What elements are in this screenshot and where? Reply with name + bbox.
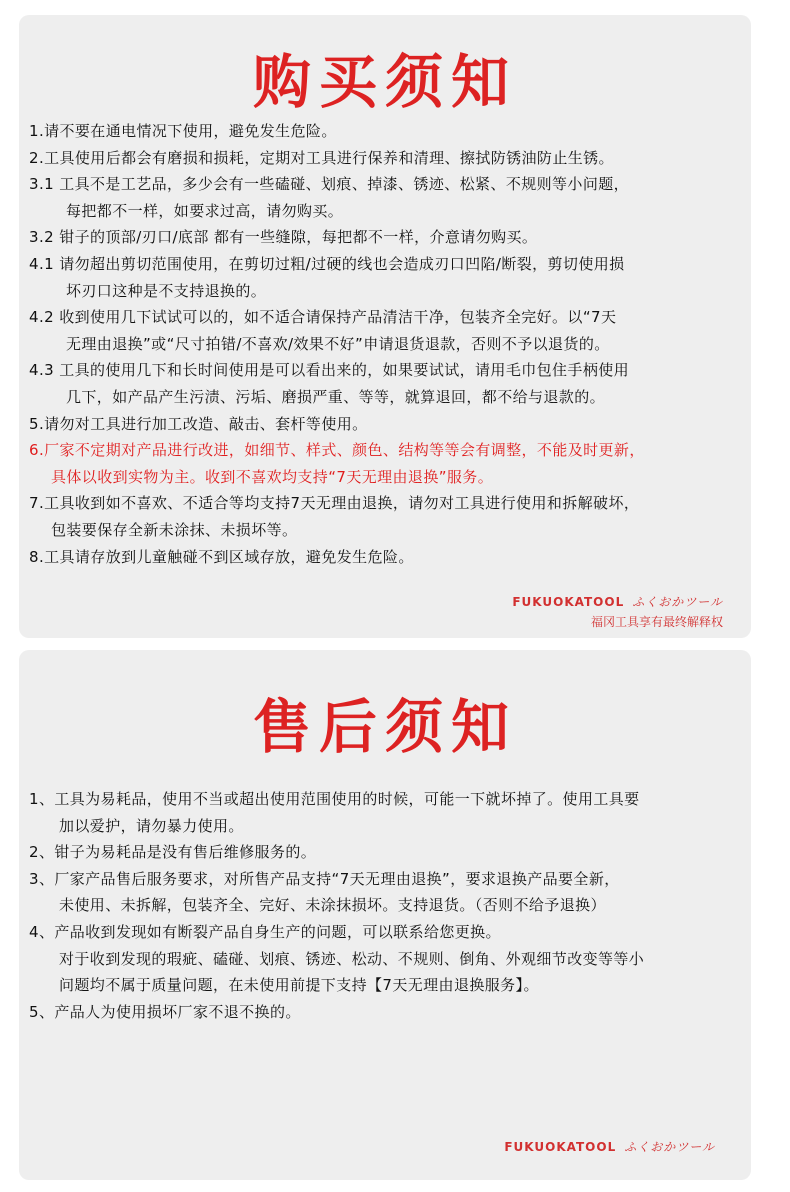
purchase-brand-signature bbox=[512, 593, 723, 610]
aftersale-line-4-cont-1: 对于收到发现的瑕疵、磕碰、划痕、锈迹、松动、不规则、倒角、外观细节改变等等小 bbox=[59, 949, 645, 968]
notice-line-4-2-cont: 无理由退换”或“尺寸拍错/不喜欢/效果不好”申请退货退款，否则不予以退货的。 bbox=[66, 334, 610, 353]
notice-line-3-2: 3.2 钳子的顶部/刃口/底部 都有一些缝隙，每把都不一样，介意请勿购买。 bbox=[29, 228, 538, 247]
notice-line-6: 6.厂家不定期对产品进行改进，如细节、样式、颜色、结构等等会有调整，不能及时更新， bbox=[29, 441, 645, 460]
notice-line-5: 5.请勿对工具进行加工改造、敲击、套杆等使用。 bbox=[29, 414, 368, 433]
notice-line-4-1: 4.1 请勿超出剪切范围使用，在剪切过粗/过硬的线也会造成刃口凹陷/断裂，剪切使用损 bbox=[29, 254, 625, 273]
aftersale-line-1: 1、工具为易耗品，使用不当或超出使用范围使用的时候，可能一下就坏掉了。使用工具要 bbox=[29, 790, 640, 808]
notice-line-2: 2.工具使用后都会有磨损和损耗，定期对工具进行保养和清理、擦拭防锈油防止生锈。 bbox=[29, 148, 614, 167]
purchase-notice-list bbox=[29, 118, 747, 570]
aftersale-notice-title: 售后须知 bbox=[252, 693, 517, 761]
notice-line-3-1-cont: 每把都不一样，如要求过高，请勿购买。 bbox=[66, 201, 344, 220]
aftersale-brand-signature bbox=[504, 1138, 715, 1155]
aftersale-line-3: 3、厂家产品售后服务要求，对所售产品支持“7天无理由退换”，要求退换产品要全新， bbox=[29, 869, 620, 888]
notice-line-4-2: 4.2 收到使用几下试试可以的，如不适合请保持产品清洁干净，包装齐全完好。以“7天 bbox=[29, 308, 617, 327]
notice-line-4-1-cont: 坏刃口这种是不支持退换的。 bbox=[66, 281, 267, 300]
purchase-notice-title: 购买须知 bbox=[252, 48, 517, 116]
brand-name-jp: ふくおかツール bbox=[624, 1140, 715, 1154]
aftersale-line-2: 2、钳子为易耗品是没有售后维修服务的。 bbox=[29, 843, 317, 862]
brand-name-en: FUKUOKATOOL bbox=[512, 595, 625, 609]
aftersale-line-4-cont-2: 问题均不属于质量问题，在未使用前提下支持【7天无理由退换服务】。 bbox=[59, 976, 539, 995]
rights-statement: 福冈工具享有最终解释权 bbox=[590, 615, 723, 629]
brand-name-en: FUKUOKATOOL bbox=[504, 1140, 617, 1154]
aftersale-notice-card bbox=[19, 650, 751, 1180]
notice-line-7-cont: 包装要保存全新未涂抹、未损坏等。 bbox=[51, 520, 298, 539]
notice-line-6-cont: 具体以收到实物为主。收到不喜欢均支持“7天无理由退换”服务。 bbox=[51, 467, 494, 486]
notice-line-4-3: 4.3 工具的使用几下和长时间使用是可以看出来的，如果要试试，请用毛巾包住手柄使用 bbox=[29, 361, 630, 380]
notice-line-7: 7.工具收到如不喜欢、不适合等均支持7天无理由退换，请勿对工具进行使用和拆解破坏， bbox=[29, 494, 640, 513]
notice-line-1: 1.请不要在通电情况下使用，避免发生危险。 bbox=[29, 122, 337, 140]
aftersale-line-1-cont: 加以爱护，请勿暴力使用。 bbox=[59, 816, 244, 835]
notice-line-8: 8.工具请存放到儿童触碰不到区域存放，避免发生危险。 bbox=[29, 547, 414, 566]
brand-name-jp: ふくおかツール bbox=[632, 595, 723, 609]
notice-line-3-1: 3.1 工具不是工艺品，多少会有一些磕碰、划痕、掉漆、锈迹、松紧、不规则等小问题， bbox=[29, 175, 630, 194]
purchase-notice-card bbox=[19, 15, 751, 638]
aftersale-line-4: 4、产品收到发现如有断裂产品自身生产的问题，可以联系给您更换。 bbox=[29, 922, 501, 941]
aftersale-notice-list bbox=[29, 786, 747, 1025]
notice-line-4-3-cont: 几下，如产品产生污渍、污垢、磨损严重、等等，就算退回，都不给与退款的。 bbox=[66, 387, 606, 406]
aftersale-line-5: 5、产品人为使用损坏厂家不退不换的。 bbox=[29, 1002, 301, 1021]
aftersale-line-3-cont: 未使用、未拆解，包装齐全、完好、未涂抹损坏。支持退货。（否则不给予退换） bbox=[59, 896, 606, 915]
